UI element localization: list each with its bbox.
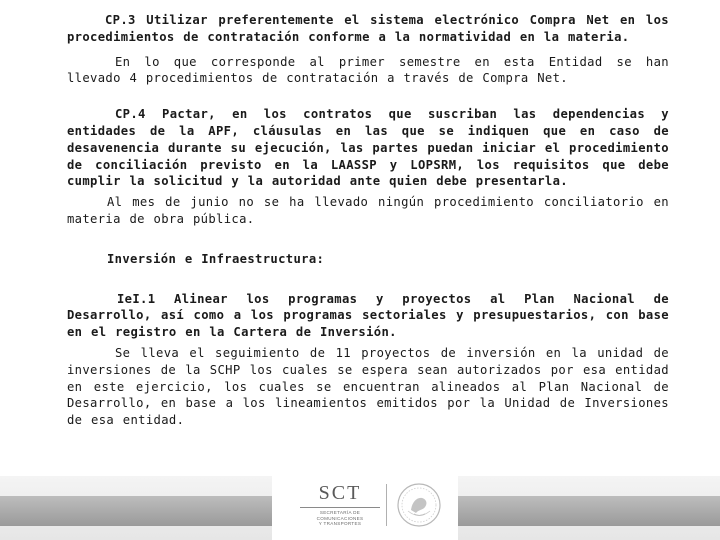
footer-stripe-right <box>458 496 720 526</box>
cp3-body: En lo que corresponde al primer semestre en esta Entidad se han llevado 4 procedimientos de contratación a través de Compra Net. <box>67 54 669 86</box>
iei1-heading: IeI.1 Alinear los programas y proyectos al Plan Nacional de Desarrollo, así como a los programas sectoriales y presupuestarios, con base en el registro en la Cartera de Inversión. <box>67 291 669 340</box>
logo-rule <box>300 507 380 508</box>
sct-logo-text: SCT <box>318 482 362 504</box>
iei1-body: Se lleva el seguimiento de 11 proyectos de inversión en la unidad de inversiones de la SCHP los cuales se espera sean autorizados por esa entidad en este ejercicio, los cuales se encuentran alineados al Plan Nacional de Desarrollo, en base a los lineamientos emitidos por la Unidad de Inversiones de esa entidad. <box>67 345 669 428</box>
cp4-heading: CP.4 Pactar, en los contratos que suscriban las dependencias y entidades de la APF, cláusulas en las que se indiquen que en caso de desavenencia durante su ejecución, las partes puedan iniciar el procedimiento de conciliación previsto en la LAASSP y LOPSRM, los requisitos que debe cumplir la solicitud y la autoridad ante quien debe presentarla. <box>67 107 669 189</box>
footer-banner <box>0 476 720 540</box>
footer-stripe-left <box>0 496 272 526</box>
national-seal-icon <box>394 480 444 530</box>
sct-logo <box>272 476 458 540</box>
logo-divider <box>386 484 387 526</box>
cp3-heading: CP.3 Utilizar preferentemente el sistema electrónico Compra Net en los procedimientos de contratación conforme a la normatividad en la materia. <box>67 13 669 44</box>
cp4-body: Al mes de junio no se ha llevado ningún procedimiento conciliatorio en materia de obra pública. <box>67 195 669 226</box>
sct-logo-subtitle: SECRETARÍA DE COMUNICACIONES Y TRANSPORTES <box>316 510 364 527</box>
section-title: Inversión e Infraestructura: <box>107 251 325 266</box>
document-body <box>67 12 669 429</box>
